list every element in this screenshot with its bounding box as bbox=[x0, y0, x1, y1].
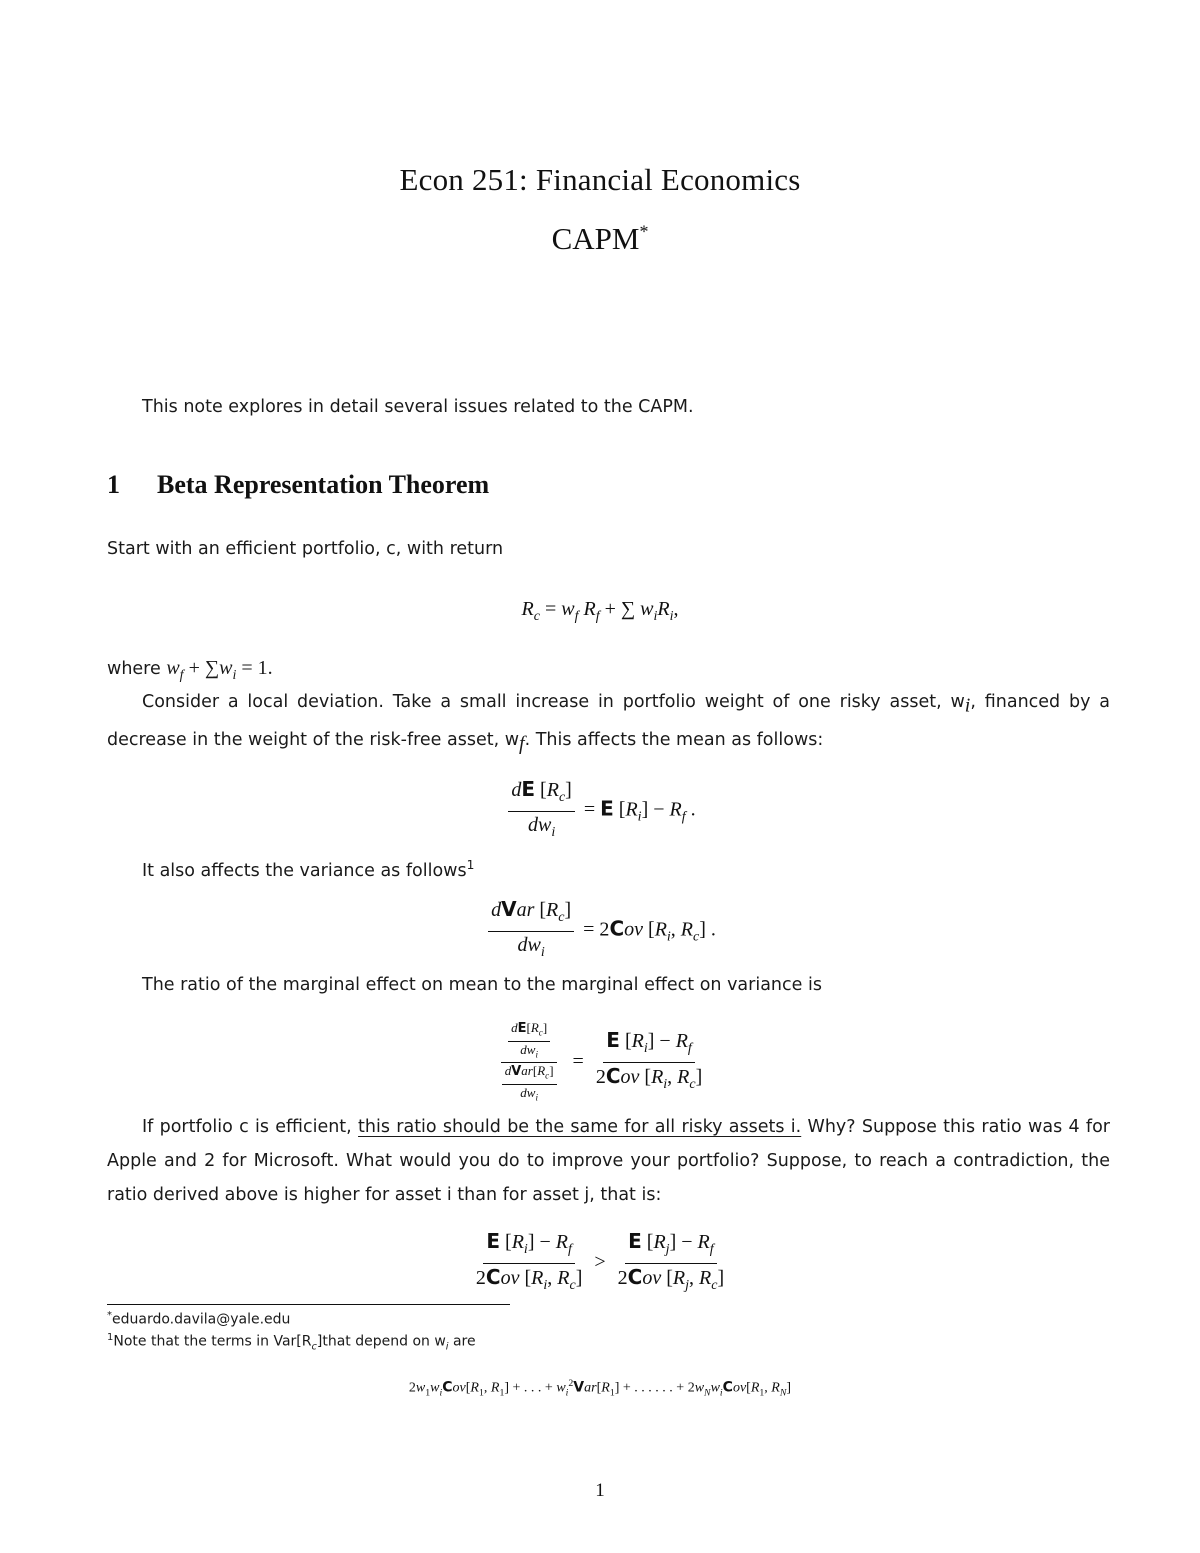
deviation-text-3: . This affects the mean as follows: bbox=[524, 729, 824, 750]
fraction-dE-dw: $\frac{dE [R_c]}{dw_i}$ bbox=[508, 776, 574, 846]
footnote-mark-1-bottom: 1 bbox=[107, 1332, 114, 1343]
footnote-mark-1: 1 bbox=[466, 858, 475, 872]
page-number: 1 bbox=[595, 1480, 605, 1501]
fraction-dVar-dw: $\frac{dVar [R_c]}{dw_i}$ bbox=[488, 896, 574, 966]
equation-ratio: $\frac{\frac{dE[R_c]}{dw_i}}{\frac{dVar[R_c]}{dw_i}}$ = $\frac{E [R_i] - R_f}{2Cov [R_i, R_c]}$ bbox=[0, 1020, 1200, 1105]
document-title: Econ 251: Financial Economics bbox=[399, 162, 801, 197]
section-number: 1 bbox=[107, 470, 120, 499]
footnote-text-3: are bbox=[448, 1333, 476, 1350]
where-text: where bbox=[107, 659, 161, 679]
section-heading bbox=[107, 470, 489, 500]
contradiction-text-2: Why? Suppose this ratio was 4 for Apple and 2 for Microsoft. What would you do to improve your portfolio? Suppose, to reach a contradiction, the ratio derived above is higher for asset i than for asset j, that is: bbox=[107, 1117, 1110, 1205]
equation-variance-derivative: $\frac{dVar [R_c]}{dw_i}$ = 2Cov [$R_i$, $R_c$] . bbox=[0, 896, 1200, 966]
fraction-excess-over-cov: $\frac{E [R_i] - R_f}{2Cov [R_i, R_c]}$ bbox=[595, 1028, 703, 1093]
section-title: Beta Representation Theorem bbox=[157, 470, 490, 499]
paragraph-ratio: The ratio of the marginal effect on mean to the marginal effect on variance is bbox=[142, 975, 822, 995]
fraction-asset-i: $\frac{E [R_i] - R_f}{2Cov [R_i, R_c]}$ bbox=[475, 1229, 583, 1293]
fraction-ratio-of-derivatives: $\frac{\frac{dE[R_c]}{dw_i}}{\frac{dVar[R_c]}{dw_i}}$ bbox=[495, 1020, 564, 1105]
subscript-i: i bbox=[964, 694, 971, 717]
footnote-text-1: Note that the terms in Var[R bbox=[113, 1333, 312, 1350]
intro-paragraph: This note explores in detail several issues related to the CAPM. bbox=[142, 397, 694, 417]
contradiction-text-1: If portfolio c is efficient, bbox=[142, 1117, 352, 1137]
equation-return: $R_c = w_f$ $R_f$ + ∑ $w_iR_i$, bbox=[521, 598, 679, 624]
footnote-subscript-i: i bbox=[445, 1341, 449, 1353]
paragraph-contradiction bbox=[107, 1110, 1110, 1212]
footnote-subscript-c: c bbox=[311, 1341, 317, 1353]
deviation-text-1: Consider a local deviation. Take a small increase in portfolio weight of one risky asset, w bbox=[142, 692, 965, 712]
underlined-claim: this ratio should be the same for all risky assets i. bbox=[358, 1117, 802, 1137]
fraction-asset-j: $\frac{E [R_j] - R_f}{2Cov [R_j, R_c]}$ bbox=[617, 1229, 725, 1293]
equation-mean-derivative: $\frac{dE [R_c]}{dw_i}$ = E $[R_i] - R_f$ . bbox=[0, 776, 1200, 846]
subtitle-text: CAPM bbox=[551, 221, 640, 256]
subscript-f: f bbox=[519, 732, 525, 754]
footnote-rule bbox=[107, 1304, 510, 1305]
subtitle-footnote-mark: * bbox=[639, 221, 649, 242]
footnote-mark-star: * bbox=[107, 1310, 112, 1321]
document-subtitle bbox=[0, 221, 1200, 257]
equation-inequality: $\frac{E [R_i] - R_f}{2Cov [R_i, R_c]}$ > $\frac{E [R_j] - R_f}{2Cov [R_j, R_c]}$ bbox=[0, 1228, 1200, 1299]
weights-sum-math: $w_f + \sum w_i = 1$. bbox=[166, 657, 273, 683]
footnote-email-text: eduardo.davila@yale.edu bbox=[112, 1311, 291, 1328]
paragraph-variance bbox=[107, 848, 1110, 888]
deviation-text-2: , financed by a decrease in the weight of the risk-free asset, w bbox=[107, 692, 1110, 750]
paragraph-efficient-portfolio: Start with an efficient portfolio, c, with return bbox=[107, 539, 504, 559]
footnote-equation: $2w_1w_iCov[R_1$, $R_1$] + . . . + $w_i^2Var[R_1]$ + . . . . . . + $2w_Nw_iCov[R_1$, $R_N$] bbox=[408, 1378, 792, 1399]
footnote-text-2: ]that depend on w bbox=[316, 1333, 446, 1350]
footnote-email bbox=[107, 1310, 290, 1328]
variance-text: It also affects the variance as follows bbox=[142, 860, 467, 881]
footnote-variance-terms bbox=[107, 1332, 476, 1352]
paragraph-local-deviation bbox=[107, 685, 1110, 760]
